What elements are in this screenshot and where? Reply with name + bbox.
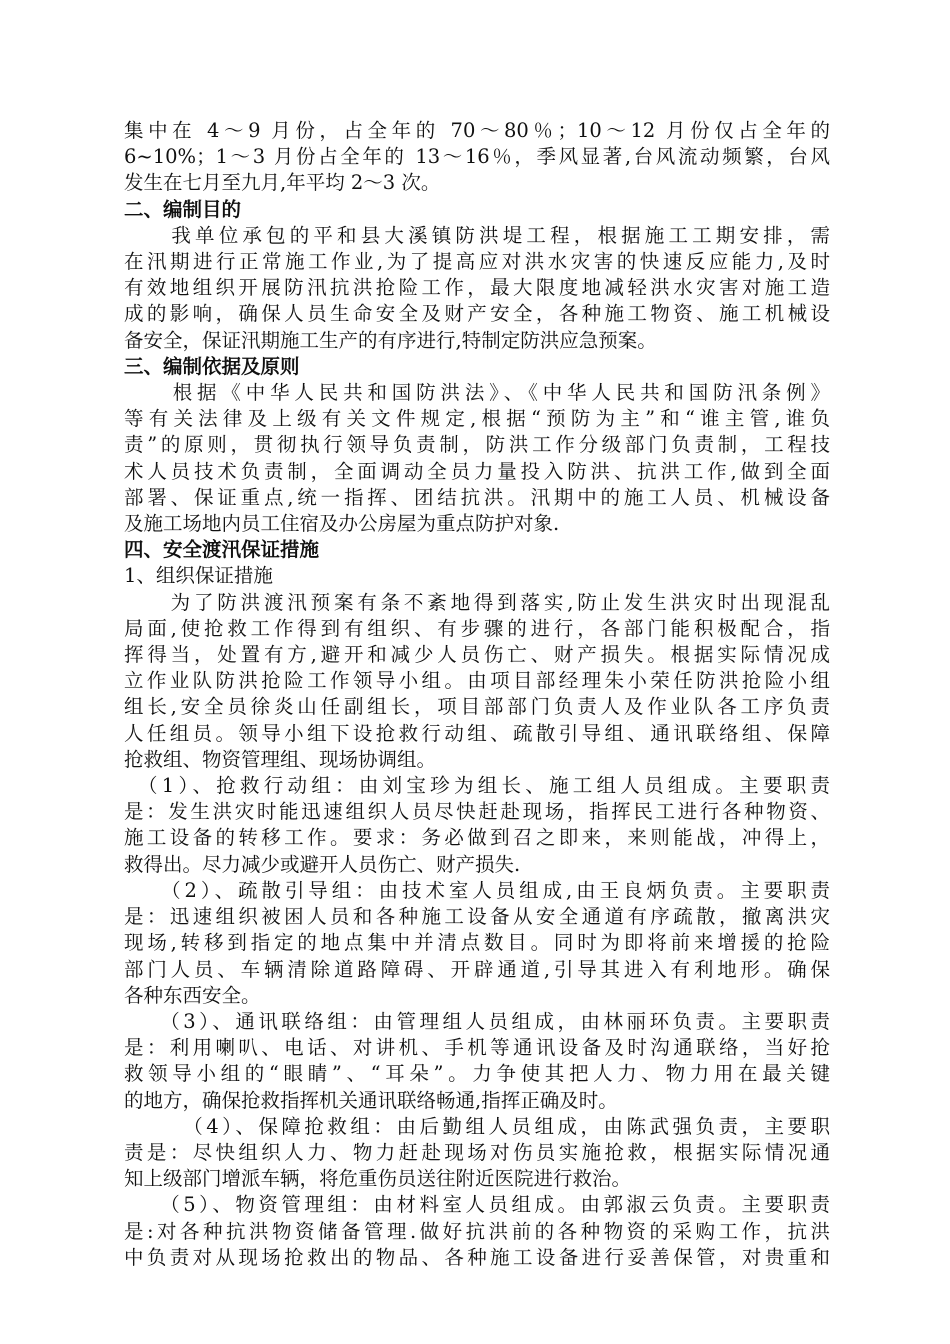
purpose-paragraph	[124, 223, 830, 354]
materials-group-paragraph	[124, 1192, 830, 1271]
text-line: 施工设备的转移工作。要求：务必做到召之即来，来则能战，冲得上，	[124, 826, 830, 850]
section-heading-safety: 四、安全渡汛保证措施	[124, 538, 320, 562]
text-line: 集中在 4～9 月份，占全年的 70～80％；10～12 月份仅占全年的	[124, 119, 830, 142]
text-line: 的地方，确保抢救指挥机关通讯联络畅通,指挥正确及时。	[124, 1088, 618, 1112]
evacuation-group-paragraph	[124, 878, 830, 1009]
text-line: 责是：尽快组织人力、物力赶赴现场对伤员实施抢救，根据实际情况通	[124, 1140, 830, 1164]
text-line: 部署、保证重点,统一指挥、团结抗洪。汛期中的施工人员、机械设备	[124, 485, 830, 509]
text-line: 救得出。尽力减少或避开人员伤亡、财产损失.	[124, 852, 521, 876]
text-line: 人任组员。领导小组下设抢救行动组、疏散引导组、通讯联络组、保障	[124, 721, 830, 745]
text-line: 责”的原则，贯彻执行领导负责制，防洪工作分级部门负责制，工程技	[124, 433, 830, 457]
text-line: 是：利用喇叭、电话、对讲机、手机等通讯设备及时沟通联络，当好抢	[124, 1036, 830, 1060]
organization-paragraph	[124, 590, 830, 773]
rescue-group-paragraph	[124, 773, 830, 878]
text-line: 有效地组织开展防汛抗洪抢险工作，最大限度地减轻洪水灾害对施工造	[124, 276, 830, 300]
text-line: （3）、通讯联络组：由管理组人员组成，由林丽环负责。主要职责	[124, 1009, 830, 1033]
text-line: 在汛期进行正常施工作业,为了提高应对洪水灾害的快速反应能力,及时	[124, 250, 830, 274]
text-line: 挥得当，处置有方,避开和减少人员伤亡、财产损失。根据实际情况成	[124, 643, 830, 667]
text-line: （1）、抢救行动组：由刘宝珍为组长、施工组人员组成。主要职责	[124, 774, 830, 798]
communication-group-paragraph	[124, 1009, 830, 1114]
text-line: 知上级部门增派车辆，将危重伤员送往附近医院进行救治。	[124, 1167, 632, 1191]
text-line: 各种东西安全。	[124, 983, 261, 1007]
section-heading-basis: 三、编制依据及原则	[124, 354, 300, 378]
text-line: 是：发生洪灾时能迅速组织人员尽快赶赴现场，指挥民工进行各种物资、	[124, 800, 830, 824]
text-line: 根据《中华人民共和国防洪法》、《中华人民共和国防汛条例》	[124, 381, 830, 405]
text-line: 现场,转移到指定的地点集中并清点数目。同时为即将前来增援的抢险	[124, 931, 830, 955]
text-line: 备安全，保证汛期施工生产的有序进行,特制定防洪应急预案。	[124, 328, 657, 352]
text-line: 发生在七月至九月,年平均 2～3 次。	[124, 171, 441, 195]
text-line: （2）、疏散引导组：由技术室人员组成,由王良炳负责。主要职责	[124, 878, 830, 902]
text-line: 术人员技术负责制，全面调动全员力量投入防洪、抗洪工作,做到全面	[124, 459, 830, 483]
text-line: 局面,使抢救工作得到有组织、有步骤的进行，各部门能积极配合，指	[124, 616, 830, 640]
text-line: 中负责对从现场抢救出的物品、各种施工设备进行妥善保管，对贵重和	[124, 1245, 830, 1269]
subsection-heading-organization: 1、组织保证措施	[124, 564, 273, 588]
text-line: （4）、保障抢救组：由后勤组人员组成，由陈武强负责，主要职	[124, 1114, 830, 1138]
text-line: 为了防洪渡汛预案有条不紊地得到落实,防止发生洪灾时出现混乱	[124, 590, 830, 614]
text-line: 组长,安全员徐炎山任副组长，项目部部门负责人及作业队各工序负责	[124, 695, 830, 719]
document-page	[124, 118, 830, 1271]
text-line: 立作业队防洪抢险工作领导小组。由项目部经理朱小荣任防洪抢险小组	[124, 669, 830, 693]
text-line: 抢救组、物资管理组、现场协调组。	[124, 747, 437, 771]
text-line: 成的影响，确保人员生命安全及财产安全，各种施工物资、施工机械设	[124, 302, 830, 326]
basis-paragraph	[124, 380, 830, 537]
support-group-paragraph	[124, 1114, 830, 1193]
text-line: 部门人员、车辆清除道路障碍、开辟通道,引导其进入有利地形。确保	[124, 957, 830, 981]
section-heading-purpose: 二、编制目的	[124, 197, 242, 221]
text-line: 6~10%；1～3 月份占全年的 13～16％，季风显著,台风流动频繁，台风	[124, 145, 830, 169]
text-line: 及施工场地内员工住宿及办公房屋为重点防护对象.	[124, 512, 560, 536]
text-line: 是:对各种抗洪物资储备管理.做好抗洪前的各种物资的采购工作，抗洪	[124, 1219, 830, 1243]
text-line: 等有关法律及上级有关文件规定,根据“预防为主”和“谁主管,谁负	[124, 407, 830, 431]
text-line: 是：迅速组织被困人员和各种施工设备从安全通道有序疏散，撤离洪灾	[124, 905, 830, 929]
intro-paragraph	[124, 118, 830, 197]
text-line: 救领导小组的“眼睛”、“耳朵”。力争使其把人力、物力用在最关键	[124, 1062, 830, 1086]
text-line: （5）、物资管理组：由材料室人员组成。由郭淑云负责。主要职责	[124, 1193, 830, 1217]
text-line: 我单位承包的平和县大溪镇防洪堤工程，根据施工工期安排，需	[124, 223, 830, 247]
